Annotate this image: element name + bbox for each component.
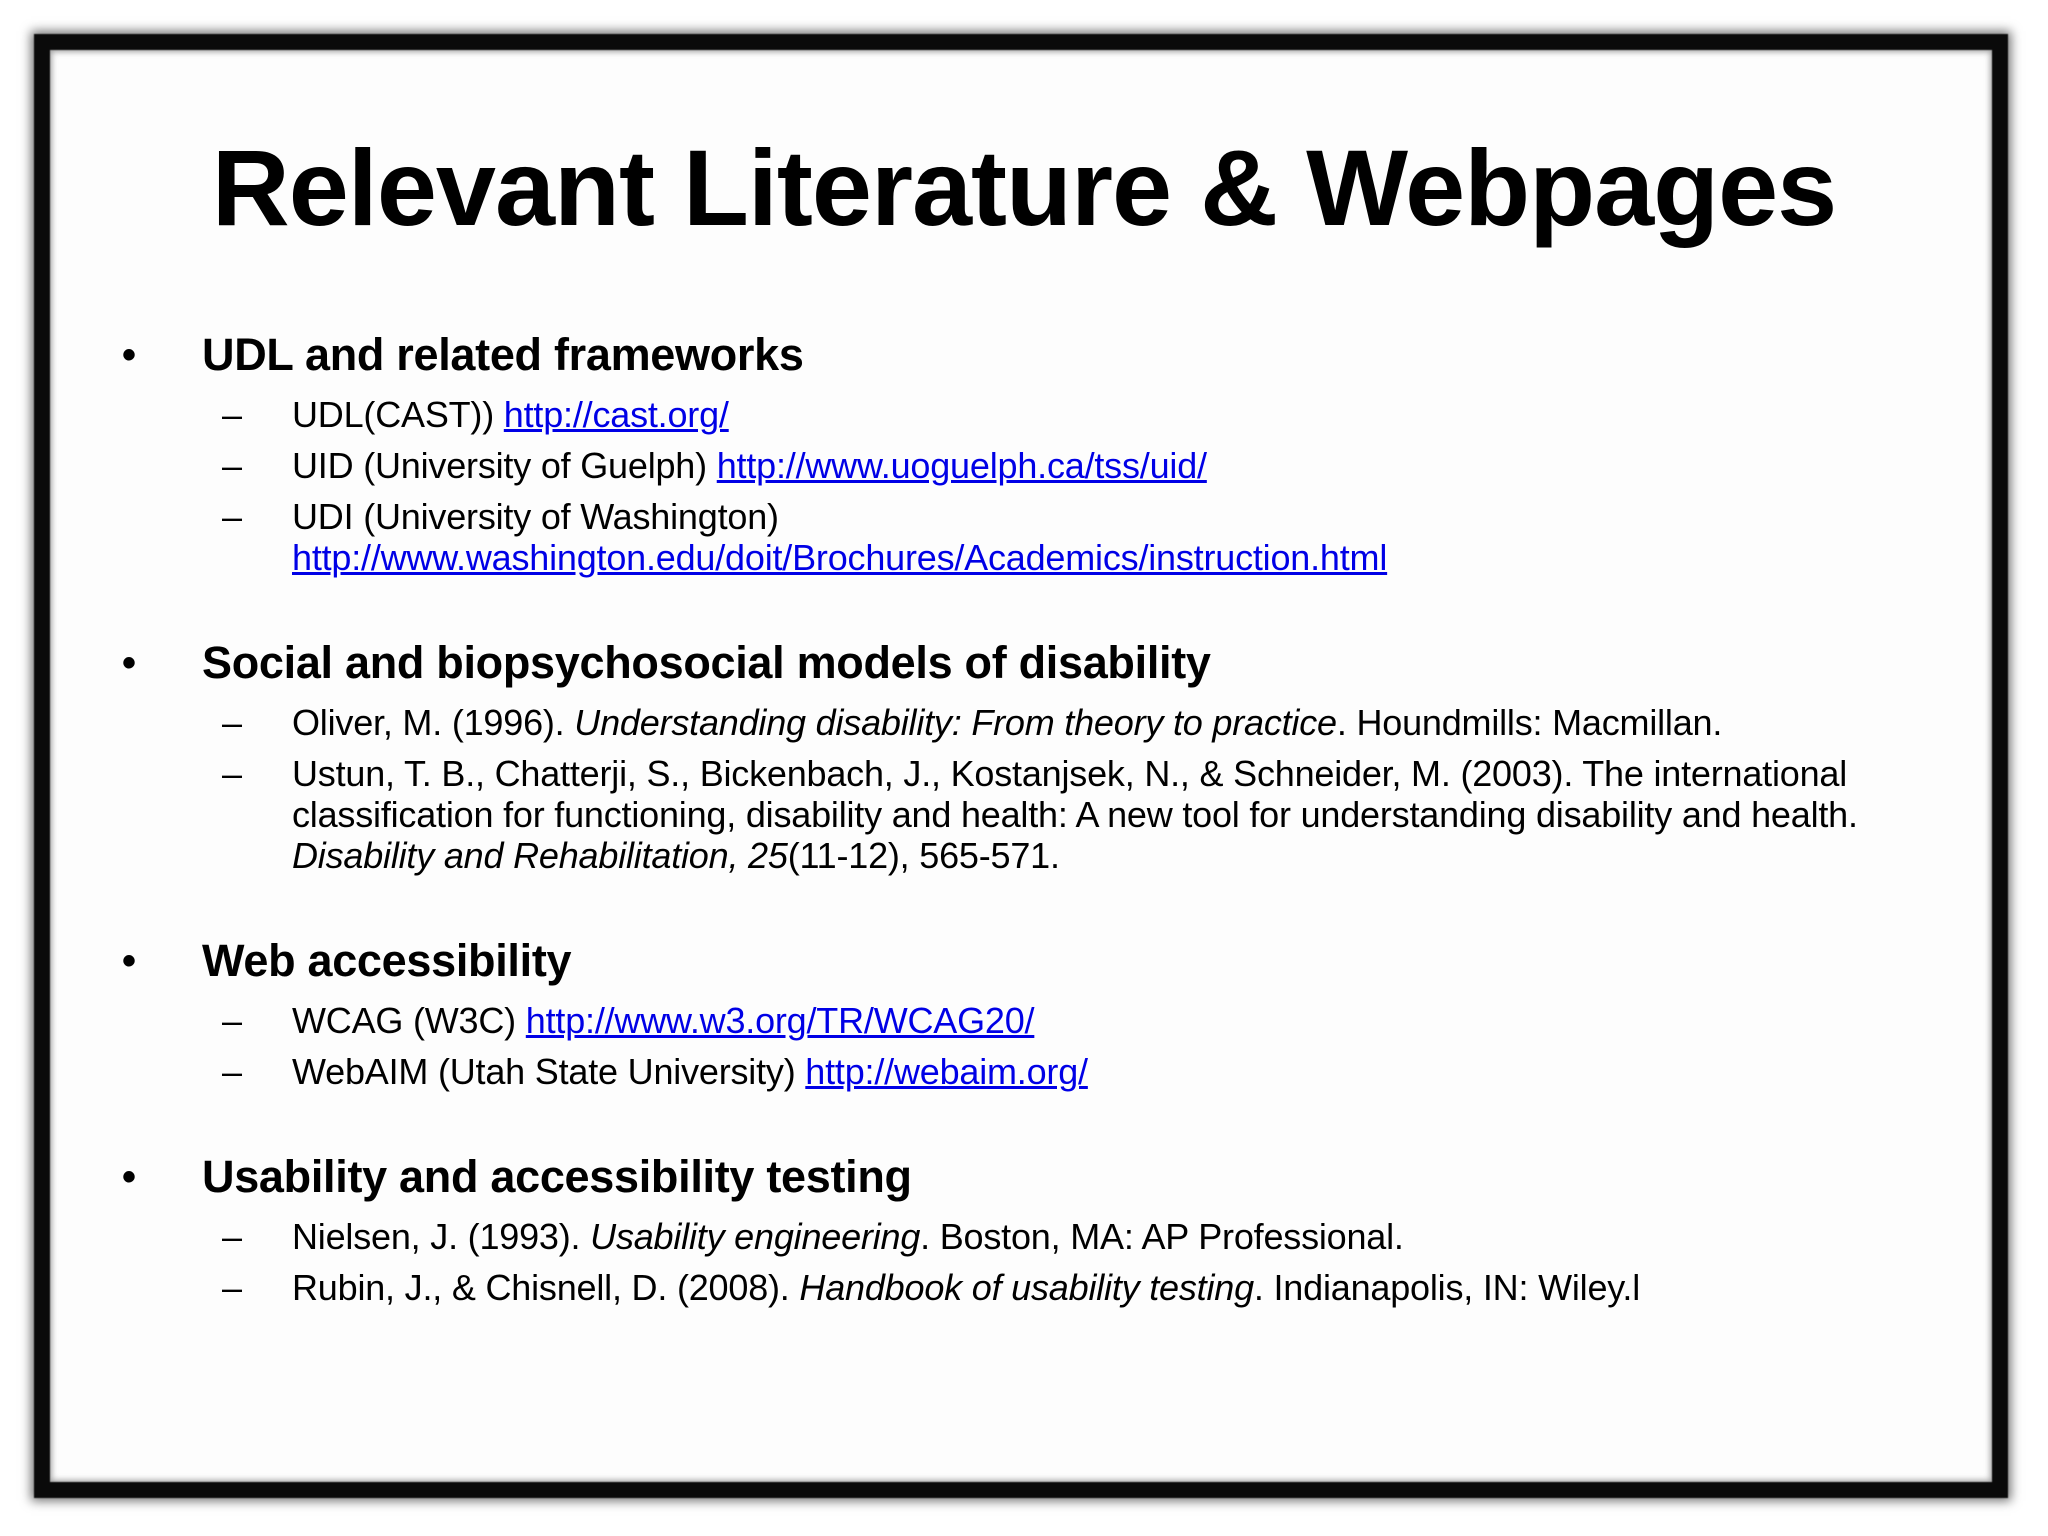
dash-icon: –	[222, 1000, 242, 1041]
bullet-icon: •	[122, 641, 136, 685]
section-heading	[122, 634, 1952, 692]
item-text: UDI (University of Washington)	[292, 496, 779, 537]
link-uoguelph[interactable]: http://www.uoguelph.ca/tss/uid/	[716, 445, 1207, 486]
dash-icon: –	[222, 1051, 242, 1092]
link-washington[interactable]: http://www.washington.edu/doit/Brochures/Academics/instruction.html	[292, 537, 1388, 578]
section-models	[122, 634, 1952, 876]
reference-list	[122, 1000, 1952, 1092]
reference-list	[122, 1216, 1952, 1308]
link-webaim[interactable]: http://webaim.org/	[805, 1051, 1088, 1092]
list-item	[122, 496, 1952, 578]
dash-icon: –	[222, 496, 242, 537]
section-udl	[122, 326, 1952, 578]
citation-pages: (11-12), 565-571.	[787, 835, 1060, 876]
dash-icon: –	[222, 753, 242, 794]
section-web-accessibility	[122, 932, 1952, 1092]
section-heading	[122, 326, 1952, 384]
list-item	[122, 1051, 1952, 1092]
citation-authors: Oliver, M. (1996).	[292, 702, 575, 743]
citation-title: Understanding disability: From theory to practice	[574, 702, 1337, 743]
section-heading	[122, 932, 1952, 990]
list-item	[122, 1000, 1952, 1041]
item-text: WCAG (W3C)	[292, 1000, 526, 1041]
dash-icon: –	[222, 394, 242, 435]
list-item	[122, 394, 1952, 435]
bullet-icon: •	[122, 333, 136, 377]
list-item	[122, 702, 1952, 743]
reference-list	[122, 394, 1952, 578]
list-item	[122, 1267, 1952, 1308]
citation-publisher: . Boston, MA: AP Professional.	[920, 1216, 1404, 1257]
citation-title: Handbook of usability testing	[799, 1267, 1254, 1308]
section-heading	[122, 1148, 1952, 1206]
bullet-icon: •	[122, 939, 136, 983]
list-item	[122, 1216, 1952, 1257]
section-heading-text: Usability and accessibility testing	[202, 1151, 912, 1202]
section-heading-text: Social and biopsychosocial models of disability	[202, 637, 1211, 688]
list-item	[122, 445, 1952, 486]
slide-title: Relevant Literature & Webpages	[211, 127, 1837, 248]
dash-icon: –	[222, 445, 242, 486]
item-text: UDL(CAST))	[292, 394, 504, 435]
section-usability-testing	[122, 1148, 1952, 1308]
citation-journal: Disability and Rehabilitation, 25	[292, 835, 788, 876]
citation-authors: Ustun, T. B., Chatterji, S., Bickenbach, J., Kostanjsek, N., & Schneider, M. (2003). The international classification for functioning, disability and health: A new tool for understanding disability and health.	[292, 753, 1858, 835]
dash-icon: –	[222, 702, 242, 743]
reference-list	[122, 702, 1952, 876]
item-text: WebAIM (Utah State University)	[292, 1051, 806, 1092]
citation-authors: Rubin, J., & Chisnell, D. (2008).	[292, 1267, 800, 1308]
slide-content	[122, 326, 1952, 1364]
link-wcag[interactable]: http://www.w3.org/TR/WCAG20/	[525, 1000, 1035, 1041]
dash-icon: –	[222, 1216, 242, 1257]
citation-publisher: . Indianapolis, IN: Wiley.l	[1253, 1267, 1640, 1308]
bullet-icon: •	[122, 1155, 136, 1199]
section-heading-text: UDL and related frameworks	[202, 329, 804, 380]
link-cast[interactable]: http://cast.org/	[503, 394, 729, 435]
citation-authors: Nielsen, J. (1993).	[292, 1216, 591, 1257]
dash-icon: –	[222, 1267, 242, 1308]
item-text: UID (University of Guelph)	[292, 445, 717, 486]
citation-title: Usability engineering	[590, 1216, 921, 1257]
citation-publisher: . Houndmills: Macmillan.	[1336, 702, 1723, 743]
list-item	[122, 753, 1952, 876]
section-heading-text: Web accessibility	[202, 935, 572, 986]
